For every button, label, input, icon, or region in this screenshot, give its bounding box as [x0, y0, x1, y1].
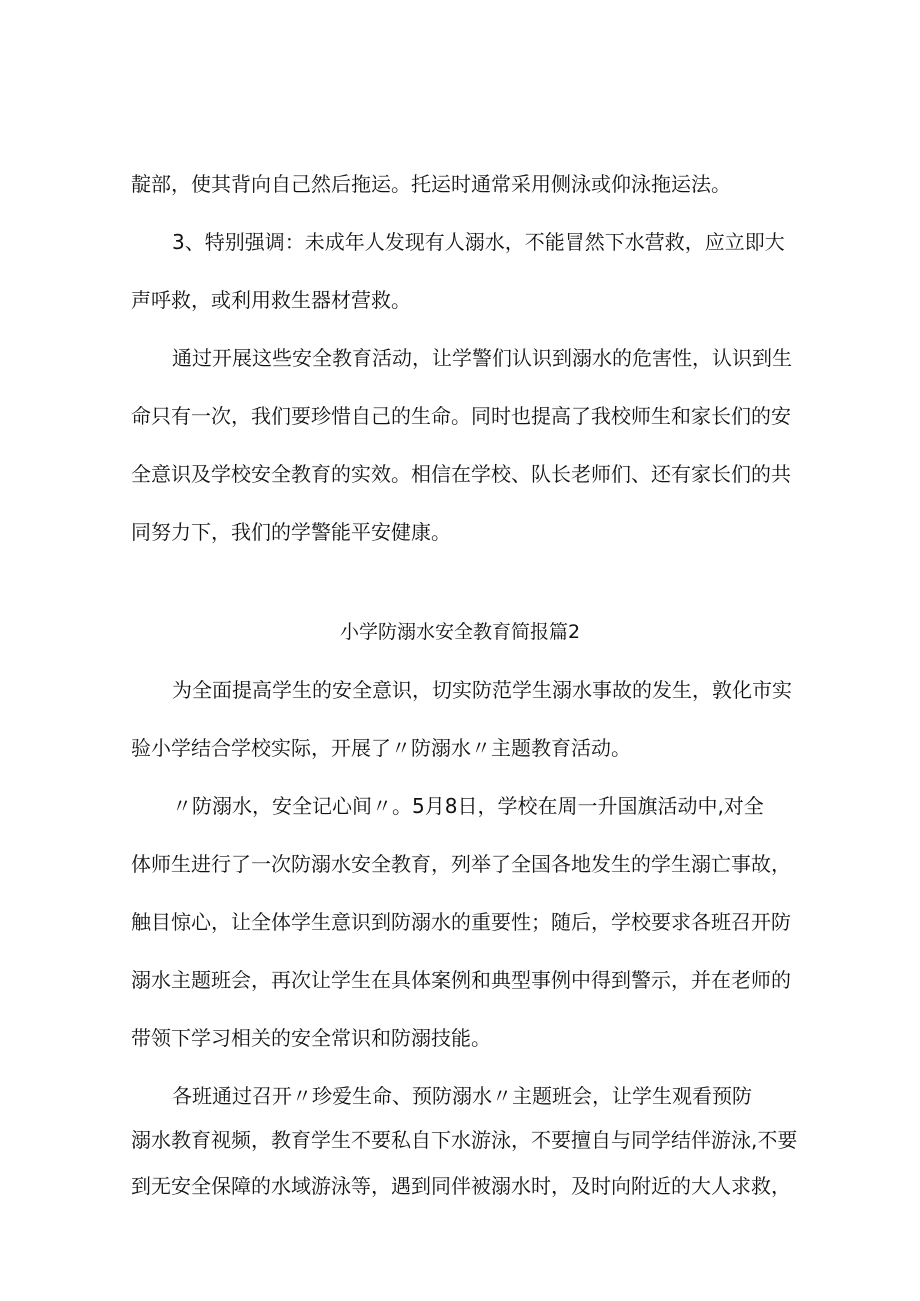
paragraph-line: 体师生进行了一次防溺水安全教育，列举了全国各地发生的学生溺亡事故， — [131, 852, 791, 876]
paragraph-line: 全意识及学校安全教育的实效。相信在学校、队长老师们、还有家长们的共 — [131, 462, 791, 486]
paragraph-line: 声呼救，或利用救生器材营救。 — [131, 288, 411, 312]
paragraph-line: 验小学结合学校实际，开展了〃防溺水〃主题教育活动。 — [131, 736, 631, 760]
paragraph-line: 通过开展这些安全教育活动，让学警们认识到溺水的危害性，认识到生 — [172, 346, 792, 370]
paragraph-line: 溺水教育视频，教育学生不要私自下水游泳，不要擅自与同学结伴游泳,不要 — [131, 1128, 798, 1152]
section-title: 小学防溺水安全教育简报篇2 — [339, 621, 581, 643]
paragraph-line: 触目惊心，让全体学生意识到防溺水的重要性；随后，学校要求各班召开防 — [131, 910, 791, 934]
paragraph-line: 带领下学习相关的安全常识和防溺技能。 — [131, 1026, 491, 1050]
paragraph-line: 各班通过召开〃珍爱生命、预防溺水〃主题班会，让学生观看预防 — [172, 1084, 752, 1108]
paragraph-line: 为全面提高学生的安全意识，切实防范学生溺水事故的发生，敦化市实 — [172, 678, 792, 702]
paragraph-line: 3、特别强调：未成年人发现有人溺水，不能冒然下水营救，应立即大 — [172, 230, 785, 254]
paragraph-line: 同努力下，我们的学警能平安健康。 — [131, 520, 451, 544]
paragraph-line: 靛部，使其背向自己然后拖运。托运时通常采用侧泳或仰泳拖运法。 — [131, 172, 731, 196]
paragraph-line: 到无安全保障的水域游泳等，遇到同伴被溺水时，及时向附近的大人求救， — [131, 1174, 791, 1198]
paragraph-line: 〃防溺水，安全记心间〃。5月8日，学校在周一升国旗活动中,对全 — [172, 794, 764, 818]
paragraph-line: 溺水主题班会，再次让学生在具体案例和典型事例中得到警示，并在老师的 — [131, 968, 791, 992]
paragraph-line: 命只有一次，我们要珍惜自己的生命。同时也提高了我校师生和家长们的安 — [131, 404, 791, 428]
